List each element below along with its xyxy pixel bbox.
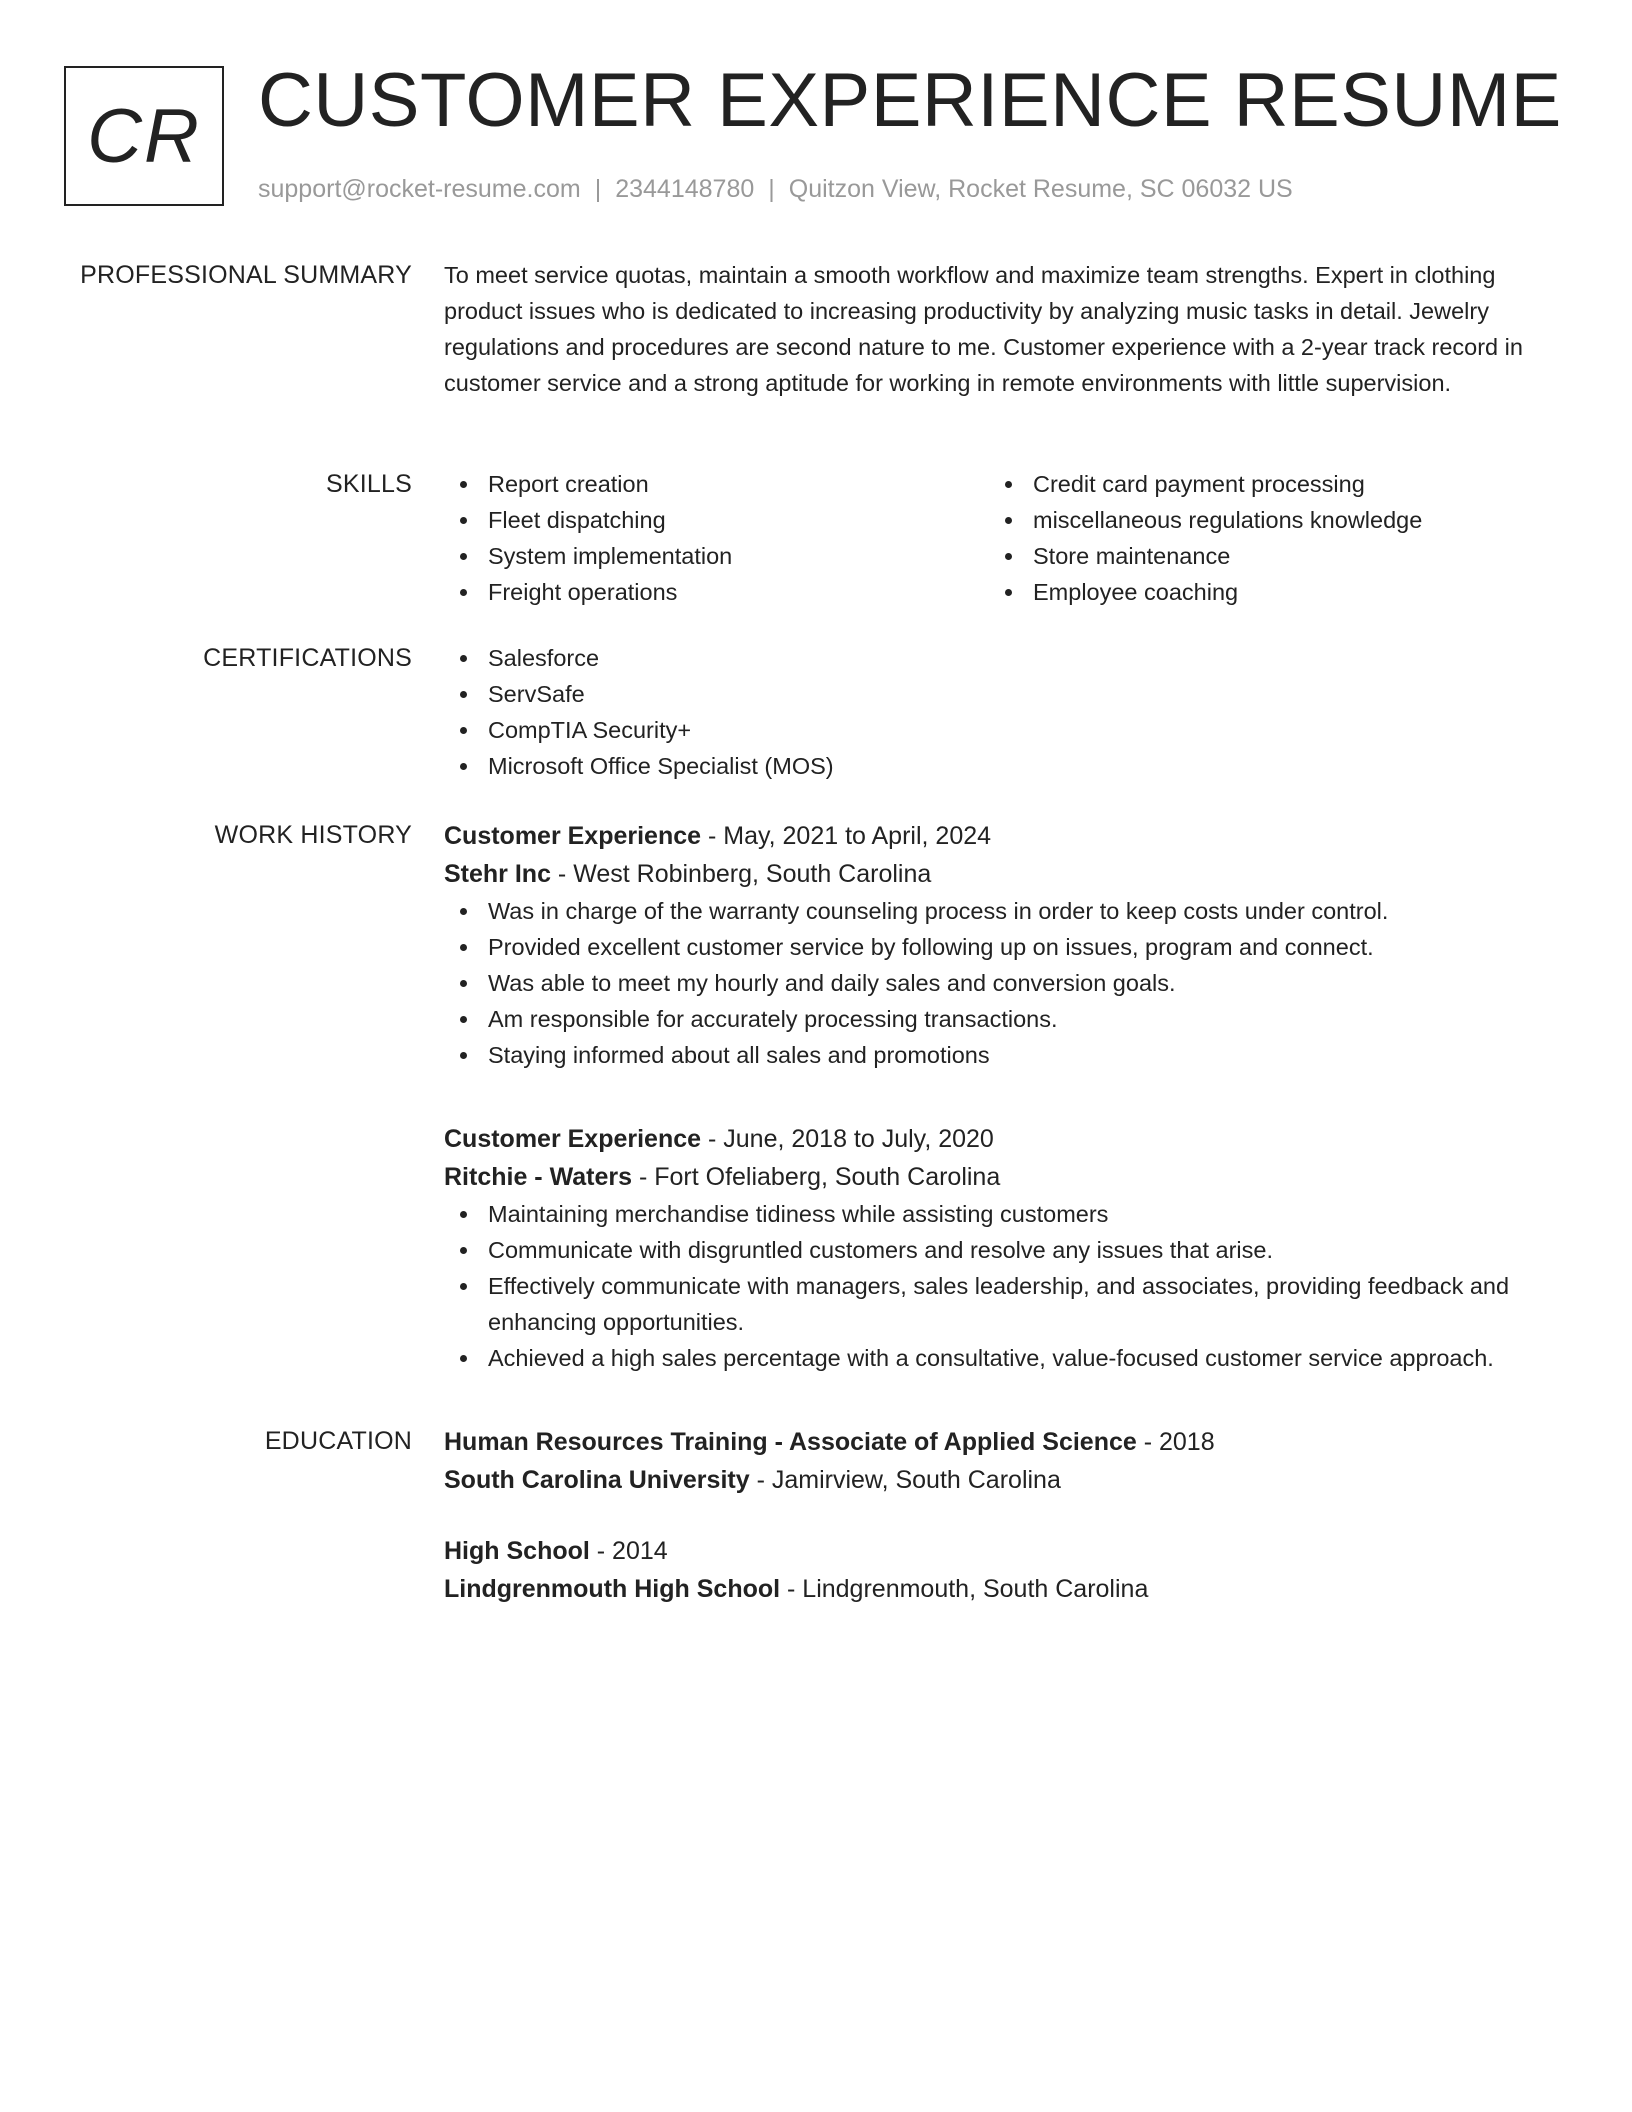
job-bullet: Maintaining merchandise tidiness while assisting customers: [444, 1196, 1564, 1232]
education-year: - 2018: [1136, 1428, 1215, 1456]
education-school: South Carolina University: [444, 1466, 750, 1494]
summary-heading: PROFESSIONAL SUMMARY: [80, 261, 412, 289]
education-body-2: [444, 1532, 1564, 1608]
skill-item: Freight operations: [444, 574, 989, 610]
education-entry: [444, 1423, 1564, 1499]
contact-separator: |: [594, 175, 602, 203]
job-title-line: [444, 1120, 1564, 1158]
job-bullet: Am responsible for accurately processing transactions.: [444, 1001, 1564, 1037]
job-company-line: [444, 855, 1564, 893]
job-dates: - May, 2021 to April, 2024: [701, 822, 992, 850]
education-school-line: [444, 1570, 1564, 1608]
skill-item: Employee coaching: [989, 574, 1534, 610]
job-bullets: [444, 893, 1564, 1073]
summary-text: To meet service quotas, maintain a smooth workflow and maximize team strengths. Expert in clothing product issues who is dedicated to increasing productivity by analyzing music tasks in detail. Jewelry regulations and procedures are second nature to me. Customer experience with a 2-year track record in customer service and a strong aptitude for working in remote environments with little supervision.: [444, 262, 1523, 396]
skill-item: Credit card payment processing: [989, 466, 1534, 502]
education-degree: Human Resources Training - Associate of Applied Science: [444, 1428, 1137, 1456]
monogram-text: CR: [87, 93, 201, 179]
job-title: Customer Experience: [444, 1125, 702, 1153]
education-location: - Lindgrenmouth, South Carolina: [780, 1575, 1149, 1603]
skill-item: System implementation: [444, 538, 989, 574]
skill-item: miscellaneous regulations knowledge: [989, 502, 1534, 538]
skill-item: Store maintenance: [989, 538, 1534, 574]
job-bullet: Was in charge of the warranty counseling process in order to keep costs under control.: [444, 893, 1564, 929]
contact-address: Quitzon View, Rocket Resume, SC 06032 US: [788, 175, 1293, 203]
education-year: - 2014: [589, 1537, 668, 1565]
certifications-heading: CERTIFICATIONS: [203, 644, 412, 672]
resume-title: CUSTOMER EXPERIENCE RESUME: [258, 58, 1562, 143]
job-company: Ritchie - Waters: [444, 1163, 633, 1191]
job-title-line: [444, 817, 1564, 855]
job-bullet: Communicate with disgruntled customers and resolve any issues that arise.: [444, 1232, 1564, 1268]
job-entry: [444, 817, 1564, 1073]
job-bullet: Effectively communicate with managers, sales leadership, and associates, providing feedback and enhancing opportunities.: [444, 1268, 1564, 1340]
job-bullets: [444, 1196, 1564, 1376]
certifications-list: [444, 640, 1564, 784]
contact-phone: 2344148780: [615, 175, 755, 203]
education-school-line: [444, 1461, 1564, 1499]
education-school: Lindgrenmouth High School: [444, 1575, 781, 1603]
skill-item: Report creation: [444, 466, 989, 502]
skills-list-left: [444, 466, 989, 610]
education-body: [444, 1423, 1564, 1499]
job-bullet: Staying informed about all sales and promotions: [444, 1037, 1564, 1073]
contact-line: [258, 172, 1293, 206]
work-history-body-2: [444, 1120, 1564, 1376]
certification-item: Salesforce: [444, 640, 1564, 676]
job-title: Customer Experience: [444, 822, 702, 850]
certification-item: ServSafe: [444, 676, 1564, 712]
education-degree-line: [444, 1423, 1564, 1461]
education-location: - Jamirview, South Carolina: [749, 1466, 1061, 1494]
work-history-heading: WORK HISTORY: [214, 821, 412, 849]
certification-item: Microsoft Office Specialist (MOS): [444, 748, 1564, 784]
skills-grid: [444, 466, 1564, 610]
skills-heading: SKILLS: [326, 470, 412, 498]
job-bullet: Provided excellent customer service by following up on issues, program and connect.: [444, 929, 1564, 965]
education-heading: EDUCATION: [264, 1427, 412, 1455]
job-company-line: [444, 1158, 1564, 1196]
job-location: - Fort Ofeliaberg, South Carolina: [632, 1163, 1001, 1191]
job-dates: - June, 2018 to July, 2020: [701, 1125, 994, 1153]
certifications-body: [444, 640, 1564, 784]
education-entry: [444, 1532, 1564, 1608]
monogram-logo: [64, 66, 224, 206]
contact-separator: |: [768, 175, 775, 203]
education-degree-line: [444, 1532, 1564, 1570]
skill-item: Fleet dispatching: [444, 502, 989, 538]
certification-item: CompTIA Security+: [444, 712, 1564, 748]
summary-body: [444, 257, 1564, 401]
contact-email: support@rocket-resume.com: [258, 175, 581, 203]
job-entry: [444, 1120, 1564, 1376]
job-bullet: Was able to meet my hourly and daily sales and conversion goals.: [444, 965, 1564, 1001]
job-location: - West Robinberg, South Carolina: [550, 860, 932, 888]
skills-body: [444, 466, 1564, 610]
work-history-body: [444, 817, 1564, 1073]
job-bullet: Achieved a high sales percentage with a consultative, value-focused customer service approach.: [444, 1340, 1564, 1376]
skills-list-right: [989, 466, 1534, 610]
education-degree: High School: [444, 1537, 590, 1565]
job-company: Stehr Inc: [444, 860, 551, 888]
